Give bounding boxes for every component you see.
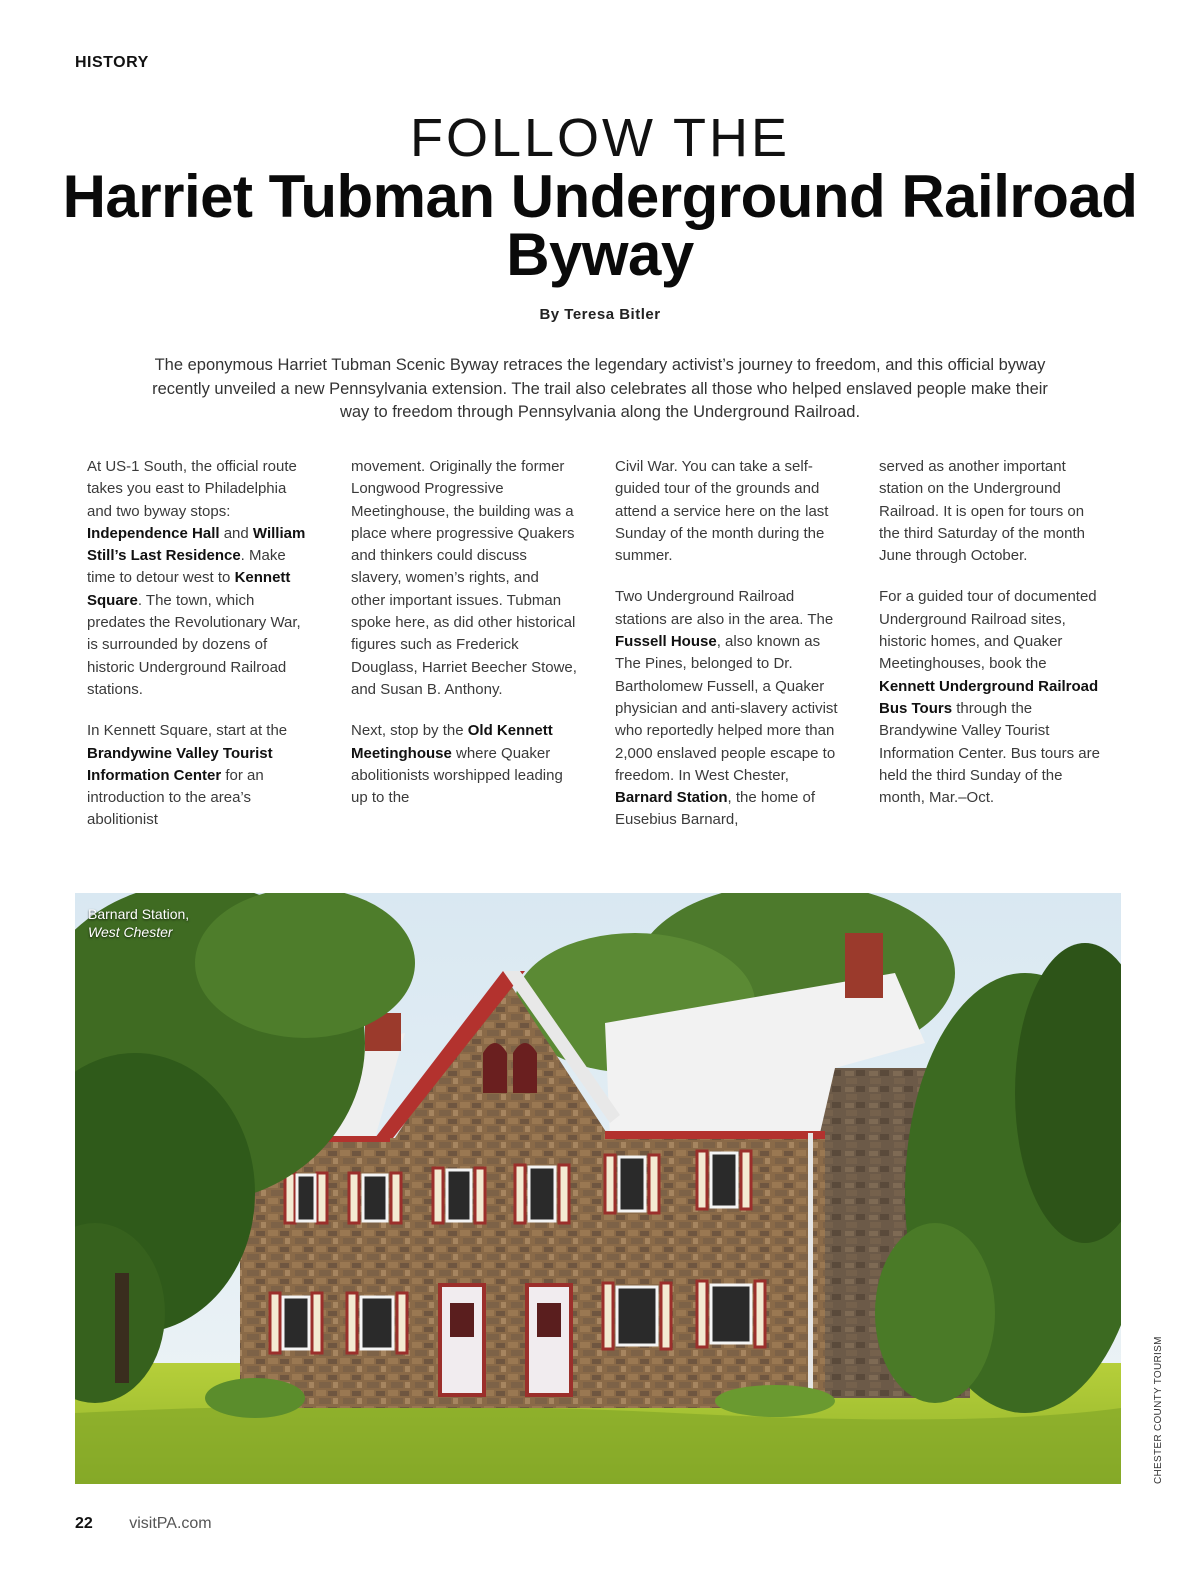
text: For a guided tour of documented Underground Railroad sites, historic homes, and Quaker Meetinghouses, book the <box>879 588 1097 673</box>
text: . The town, which predates the Revolutionary War, is surrounded by dozens of historic Underground Railroad stations. <box>87 591 301 698</box>
paragraph <box>615 586 841 831</box>
caption-title: Barnard Station, <box>88 906 190 922</box>
article-column-3 <box>615 456 841 851</box>
text: for an introduction to the area’s abolitionist <box>87 766 264 829</box>
place-name: Kennett Square <box>87 569 291 609</box>
text: and <box>219 524 253 542</box>
barnard-station-photo <box>75 893 1121 1484</box>
caption-location-text: West Chester <box>88 924 173 940</box>
text: At US-1 South, the official route takes you east to Philadelphia and two byway stops: <box>87 458 297 520</box>
headline: Harriet Tubman Underground Railroad Byway <box>62 163 1138 288</box>
article-body <box>87 456 1117 851</box>
place-name: Brandywine Valley Tourist Information Center <box>87 744 273 784</box>
site-url: visitPA.com <box>129 1515 212 1532</box>
text: In Kennett Square, start at the <box>87 722 288 740</box>
paragraph <box>879 586 1105 809</box>
article-column-1 <box>87 456 313 851</box>
text: Civil War. You can take a self-guided tour of the grounds and attend a service here on the last Sunday of the month during the summer. <box>615 458 829 565</box>
photo-caption <box>88 905 189 941</box>
paragraph <box>351 456 577 701</box>
paragraph <box>615 456 841 567</box>
paragraph <box>87 720 313 831</box>
place-name: Old Kennett Meetinghouse <box>351 722 553 762</box>
page-footer <box>75 1515 212 1533</box>
text: through the Brandywine Valley Tourist Information Center. Bus tours are held the third Sunday of the month, Mar.–Oct. <box>879 699 1100 807</box>
paragraph <box>351 720 577 809</box>
text: , also known as The Pines, belonged to Dr. Bartholomew Fussell, a Quaker physician and anti-slavery activist who reportedly helped more than 2,000 enslaved people escape to freedom. In West Chester, <box>615 633 838 784</box>
place-name: Kennett Underground Railroad Bus Tours <box>879 677 1099 717</box>
section-label: HISTORY <box>75 54 149 71</box>
text: where Quaker abolitionists worshipped leading up to the <box>351 744 563 807</box>
text: Two Underground Railroad stations are also in the area. The <box>615 588 834 628</box>
headline-kicker: FOLLOW THE <box>409 108 791 168</box>
photo-credit: CHESTER COUNTY TOURISM <box>1153 1336 1164 1484</box>
text: movement. Originally the former Longwood Progressive Meetinghouse, the building was a place where progressive Quakers and thinkers could discuss slavery, women’s rights, and other important issues. Tubman spoke here, as did other historical figures such as Frederick Douglass, Harriet Beecher Stowe, and Susan B. Anthony. <box>351 458 577 698</box>
text: served as another important station on the Underground Railroad. It is open for tours on the third Saturday of the month June through October. <box>879 458 1085 565</box>
paragraph <box>87 456 313 701</box>
place-name: William Still’s Last Residence <box>87 524 306 565</box>
text: , the home of Eusebius Barnard, <box>615 789 816 829</box>
caption-location <box>88 923 189 941</box>
byline: By Teresa Bitler <box>539 306 661 323</box>
text: Next, stop by the <box>351 722 468 740</box>
text: . Make time to detour west to <box>87 547 286 587</box>
article-column-2 <box>351 456 577 851</box>
intro-deck: The eponymous Harriet Tubman Scenic Byway retraces the legendary activist’s journey to freedom, and this official byway recently unveiled a new Pennsylvania extension. The trail also celebrates all those who helped enslaved people make their way to freedom through Pennsylvania along the Underground Railroad. <box>152 356 1048 421</box>
paragraph <box>879 456 1105 567</box>
article-column-4 <box>879 456 1105 851</box>
place-name: Fussell House <box>615 633 717 651</box>
place-name: Independence Hall <box>87 524 220 542</box>
page-number: 22 <box>75 1515 93 1532</box>
place-name: Barnard Station <box>615 789 728 807</box>
